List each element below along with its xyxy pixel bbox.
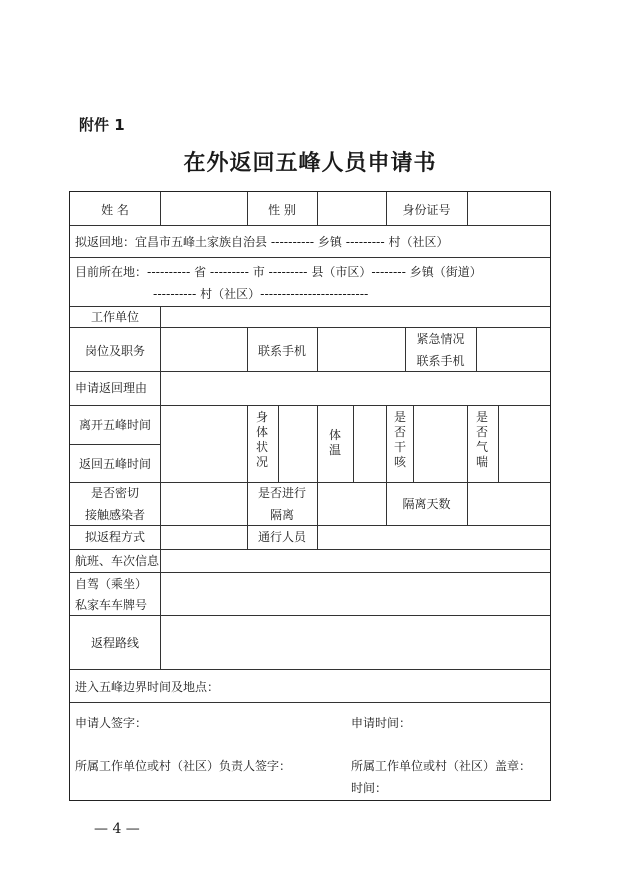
col-divider [160, 371, 161, 405]
work-unit-label: 工作单位 [90, 310, 139, 324]
current-location-line2: ---------- 村（社区）------------------------- [153, 287, 369, 301]
apply-time-label: 申请时间： [351, 716, 412, 730]
col-divider [160, 482, 161, 525]
row-divider [70, 444, 160, 445]
entry-time-place-label: 进入五峰边界时间及地点： [75, 680, 220, 694]
col-divider [317, 327, 318, 371]
applicant-signature-label: 申请人签字： [75, 716, 148, 730]
application-form [69, 191, 551, 801]
isolated-label-2: 隔离 [269, 508, 294, 522]
close-contact-label-2: 接触感染者 [84, 508, 145, 522]
shortness-of-breath-label: 是否气喘 [475, 410, 488, 469]
close-contact-label-1: 是否密切 [90, 486, 139, 500]
col-divider [247, 405, 248, 482]
attachment-label: 附件 1 [79, 116, 125, 134]
row-divider [70, 549, 550, 550]
row-divider [70, 615, 550, 616]
row-divider [70, 371, 550, 372]
row-divider [70, 702, 550, 703]
isolated-label-1: 是否进行 [257, 486, 306, 500]
col-divider [160, 525, 161, 549]
col-divider [160, 405, 161, 482]
self-drive-label-1: 自驾（乘坐） [75, 577, 148, 591]
isolation-days-label: 隔离天数 [402, 497, 451, 511]
col-divider [317, 525, 318, 549]
seal-time-label: 时间： [351, 781, 388, 795]
row-divider [70, 572, 550, 573]
leave-time-label: 离开五峰时间 [78, 418, 151, 432]
leader-signature-label: 所属工作单位或村（社区）负责人签字： [75, 759, 292, 773]
page-title: 在外返回五峰人员申请书 [183, 150, 437, 176]
reason-label: 申请返回理由 [75, 381, 148, 395]
temperature-label: 体温 [328, 428, 341, 457]
current-location-line1: 目前所在地：---------- 省 --------- 市 --------- 县（市区）-------- 乡镇（街道） [75, 265, 482, 279]
position-label: 岗位及职务 [84, 344, 145, 358]
phone-label: 联系手机 [257, 344, 306, 358]
flight-train-label: 航班、车次信息 [75, 554, 160, 568]
travel-mode-label: 拟返程方式 [84, 530, 145, 544]
route-label: 返程路线 [90, 636, 139, 650]
gender-label: 性 别 [268, 203, 296, 217]
col-divider [160, 327, 161, 371]
col-divider [278, 405, 279, 482]
col-divider [467, 405, 468, 482]
row-divider [70, 482, 550, 483]
col-divider [386, 405, 387, 482]
self-drive-label-2: 私家车车牌号 [75, 598, 148, 612]
row-divider [70, 225, 550, 226]
col-divider [467, 482, 468, 525]
col-divider [317, 405, 318, 482]
emergency-label-2: 联系手机 [416, 354, 465, 368]
col-divider [498, 405, 499, 482]
col-divider [467, 192, 468, 225]
return-time-label: 返回五峰时间 [78, 457, 151, 471]
row-divider [70, 257, 550, 258]
id-number-label: 身份证号 [402, 203, 451, 217]
col-divider [317, 192, 318, 225]
name-label: 姓 名 [101, 203, 129, 217]
col-divider [160, 306, 161, 327]
col-divider [413, 405, 414, 482]
col-divider [160, 192, 161, 225]
health-status-label: 身体状况 [255, 410, 268, 469]
companions-label: 通行人员 [257, 530, 306, 544]
col-divider [160, 549, 161, 669]
seal-label: 所属工作单位或村（社区）盖章： [351, 759, 532, 773]
row-divider [70, 306, 550, 307]
row-divider [70, 405, 550, 406]
dry-cough-label: 是否干咳 [393, 410, 406, 469]
emergency-label-1: 紧急情况 [416, 332, 465, 346]
row-divider [70, 669, 550, 670]
page-number: — 4 — [94, 821, 140, 837]
row-divider [70, 327, 550, 328]
col-divider [317, 482, 318, 525]
col-divider [476, 327, 477, 371]
col-divider [353, 405, 354, 482]
return-place-field: 拟返回地：宜昌市五峰土家族自治县 ---------- 乡镇 --------- 村（社区） [75, 235, 449, 249]
row-divider [70, 525, 550, 526]
